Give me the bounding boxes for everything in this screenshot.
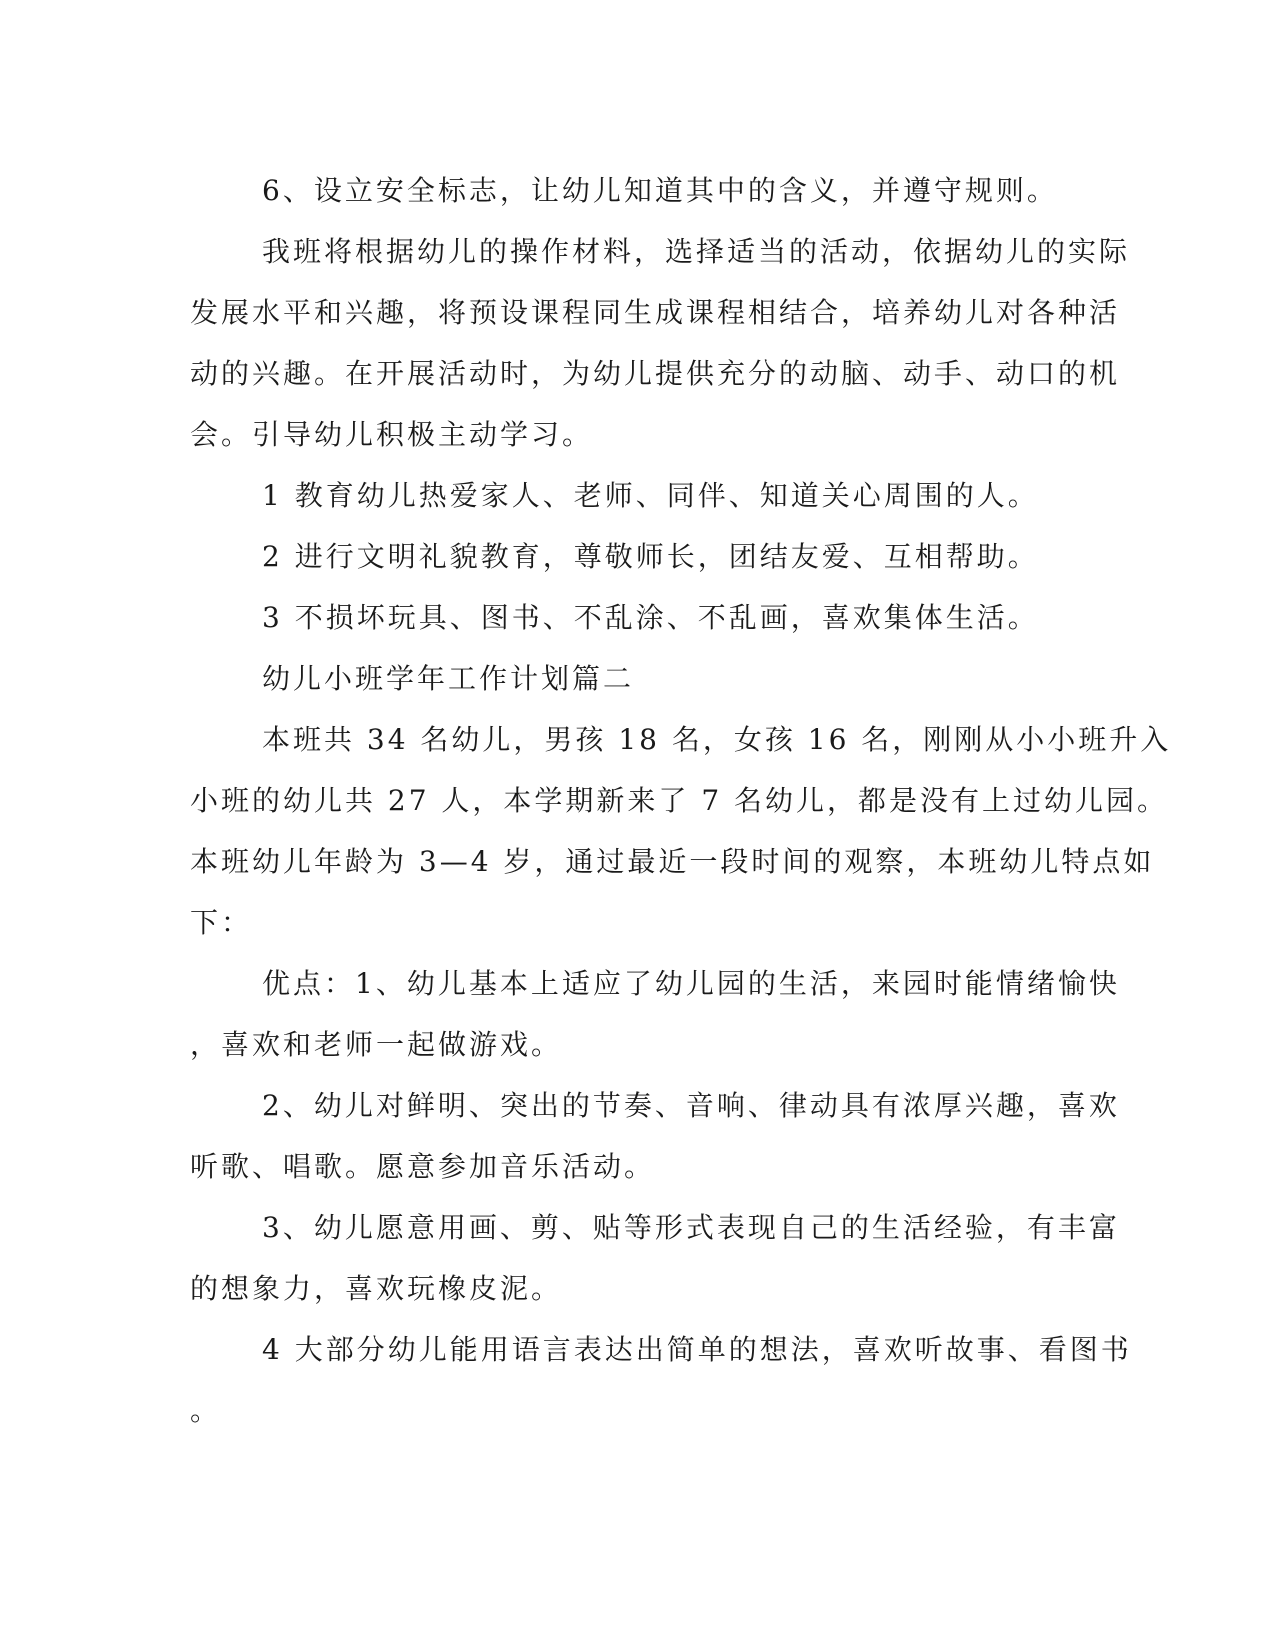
text-line: 2 进行文明礼貌教育，尊敬师长，团结友爱、互相帮助。 [262, 540, 1039, 573]
paragraph-strength-1 [190, 953, 1120, 1075]
text-line: 本班共 34 名幼儿，男孩 18 名，女孩 16 名，刚刚从小小班升入 [262, 723, 1172, 756]
text-line: 我班将根据幼儿的操作材料，选择适当的活动，依据幼儿的实际 [262, 235, 1131, 268]
text-line: 听歌、唱歌。愿意参加音乐活动。 [190, 1150, 656, 1183]
section-heading [190, 648, 1080, 709]
paragraph-item-2 [190, 526, 1080, 587]
paragraph-safety-signs [190, 160, 1080, 221]
paragraph-strength-2 [190, 1075, 1120, 1197]
heading-text: 幼儿小班学年工作计划篇二 [262, 662, 635, 695]
text-line: 会。引导幼儿积极主动学习。 [190, 418, 594, 451]
paragraph-strength-4 [190, 1319, 1132, 1441]
text-line: 1 教育幼儿热爱家人、老师、同伴、知道关心周围的人。 [262, 479, 1039, 512]
text-line: ，喜欢和老师一起做游戏。 [190, 1028, 563, 1061]
text-line: 3 不损坏玩具、图书、不乱涂、不乱画，喜欢集体生活。 [262, 601, 1039, 634]
paragraph-strength-3 [190, 1197, 1120, 1319]
document-body [190, 160, 1172, 1441]
paragraph-activity-plan [190, 221, 1131, 465]
text-line: 的想象力，喜欢玩橡皮泥。 [190, 1272, 563, 1305]
text-line: 3、幼儿愿意用画、剪、贴等形式表现自己的生活经验，有丰富 [262, 1211, 1120, 1244]
text-line: 动的兴趣。在开展活动时，为幼儿提供充分的动脑、动手、动口的机 [190, 357, 1121, 390]
text-line: 4 大部分幼儿能用语言表达出简单的想法，喜欢听故事、看图书 [262, 1333, 1132, 1366]
text-line: 。 [190, 1394, 222, 1427]
text-line: 6、设立安全标志，让幼儿知道其中的含义，并遵守规则。 [262, 174, 1058, 207]
paragraph-item-3 [190, 587, 1080, 648]
text-line: 下： [190, 906, 253, 939]
text-line: 发展水平和兴趣，将预设课程同生成课程相结合，培养幼儿对各种活 [190, 296, 1121, 329]
paragraph-item-1 [190, 465, 1080, 526]
text-line: 2、幼儿对鲜明、突出的节奏、音响、律动具有浓厚兴趣，喜欢 [262, 1089, 1120, 1122]
text-line: 优点：1、幼儿基本上适应了幼儿园的生活，来园时能情绪愉快 [262, 967, 1120, 1000]
text-line: 小班的幼儿共 27 人，本学期新来了 7 名幼儿，都是没有上过幼儿园。 [190, 784, 1169, 817]
paragraph-class-overview [190, 709, 1172, 953]
text-line: 本班幼儿年龄为 3—4 岁，通过最近一段时间的观察，本班幼儿特点如 [190, 845, 1155, 878]
